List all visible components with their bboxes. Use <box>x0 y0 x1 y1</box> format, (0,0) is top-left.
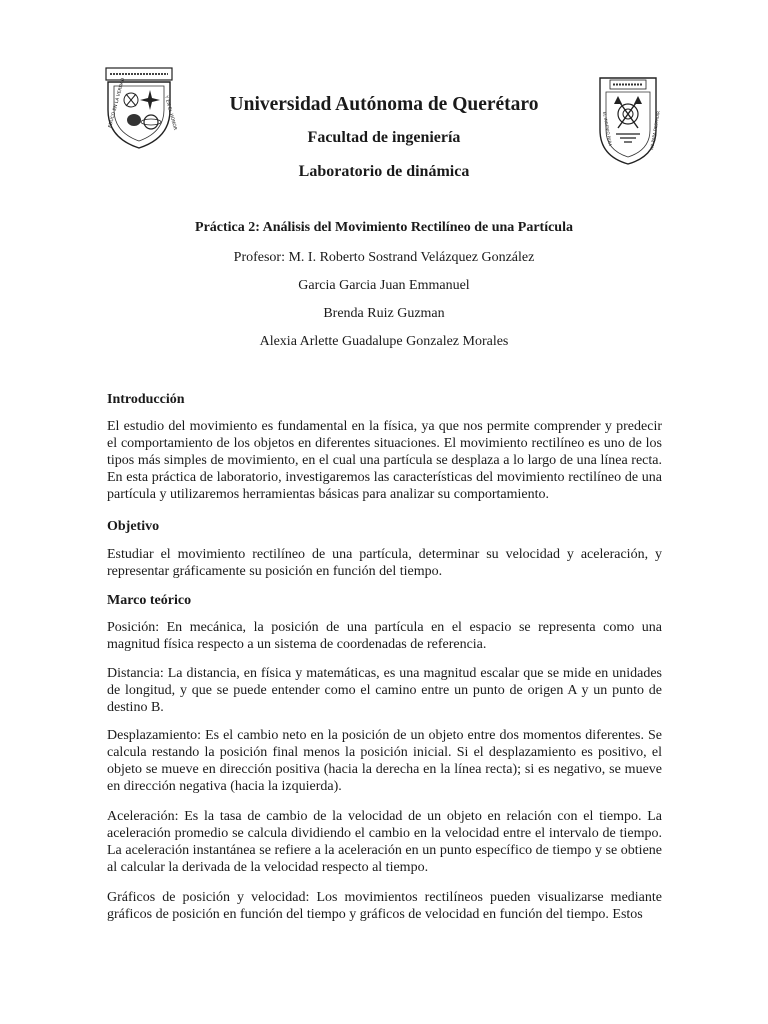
objective-paragraph: Estudiar el movimiento rectilíneo de una partícula, determinar su velocidad y aceleración, y representar gráficamente su posición en función del tiempo. <box>107 547 662 579</box>
svg-text:NO PARA DESTRUIR: NO PARA DESTRUIR <box>649 110 661 151</box>
intro-heading: Introducción <box>107 392 185 407</box>
theory-acceleration: Aceleración: Es la tasa de cambio de la velocidad de un objeto en relación con el tiempo. La aceleración promedio se calcula dividiendo el cambio en la velocidad entre el intervalo de tiempo. La aceleración instantánea se refiere a la aceleración en un punto específico de tiempo y se obtiene al calcular la derivada de la velocidad respecto al tiempo. <box>107 809 662 875</box>
theory-graphs: Gráficos de posición y velocidad: Los movimientos rectilíneos pueden visualizarse mediante gráficos de posición en función del tiempo y gráficos de velocidad en función del tiempo. Estos <box>107 890 662 922</box>
author-2: Brenda Ruiz Guzman <box>323 306 445 321</box>
theory-position: Posición: En mecánica, la posición de una partícula en el espacio se representa como una magnitud física respecto a un sistema de coordenadas de referencia. <box>107 620 662 652</box>
theory-displacement: Desplazamiento: Es el cambio neto en la posición de un objeto entre dos momentos diferentes. Se calcula restando la posición final menos la posición inicial. Si el desplazamiento es positivo, el objeto se mueve en dirección positiva (hacia la derecha en la línea recta); si es negativo, se mueve en dirección negativa (hacia la izquierda). <box>107 728 662 794</box>
objective-heading: Objetivo <box>107 519 160 534</box>
author-1: Garcia Garcia Juan Emmanuel <box>298 278 470 293</box>
author-3: Alexia Arlette Guadalupe Gonzalez Morales <box>259 334 509 349</box>
header-titles <box>180 92 588 180</box>
engineering-faculty-logo <box>594 74 662 166</box>
svg-text:Y EN EL HONOR: Y EN EL HONOR <box>163 95 178 131</box>
theory-distance: Distancia: La distancia, en física y matemáticas, es una magnitud escalar que se mide en unidades de longitud, y que se puede entender como el camino entre un punto de origen A y un punto de destino B. <box>107 666 662 715</box>
theory-heading: Marco teórico <box>107 593 192 608</box>
lab-name: Laboratorio de dinámica <box>298 163 470 180</box>
university-shield-logo <box>104 66 178 150</box>
svg-text:EL INGENIO PARA: EL INGENIO PARA <box>602 111 613 147</box>
university-name: Universidad Autónoma de Querétaro <box>229 94 539 115</box>
professor-line: Profesor: M. I. Roberto Sostrand Velázquez González <box>233 250 535 265</box>
faculty-name: Facultad de ingeniería <box>307 129 461 146</box>
intro-paragraph: El estudio del movimiento es fundamental en la física, ya que nos permite comprender y predecir el comportamiento de los objetos en diferentes situaciones. El movimiento rectilíneo es uno de los tipos más simples de movimiento, en el cual una partícula se desplaza a lo largo de una línea recta. En esta práctica de laboratorio, investigaremos las características del movimiento rectilíneo de una partícula y utilizaremos herramientas básicas para analizar su comportamiento. <box>107 419 662 502</box>
svg-text:EDUCO EN LA VERDAD: EDUCO EN LA VERDAD <box>108 77 127 129</box>
practice-title: Práctica 2: Análisis del Movimiento Rectilíneo de una Partícula <box>195 220 573 235</box>
